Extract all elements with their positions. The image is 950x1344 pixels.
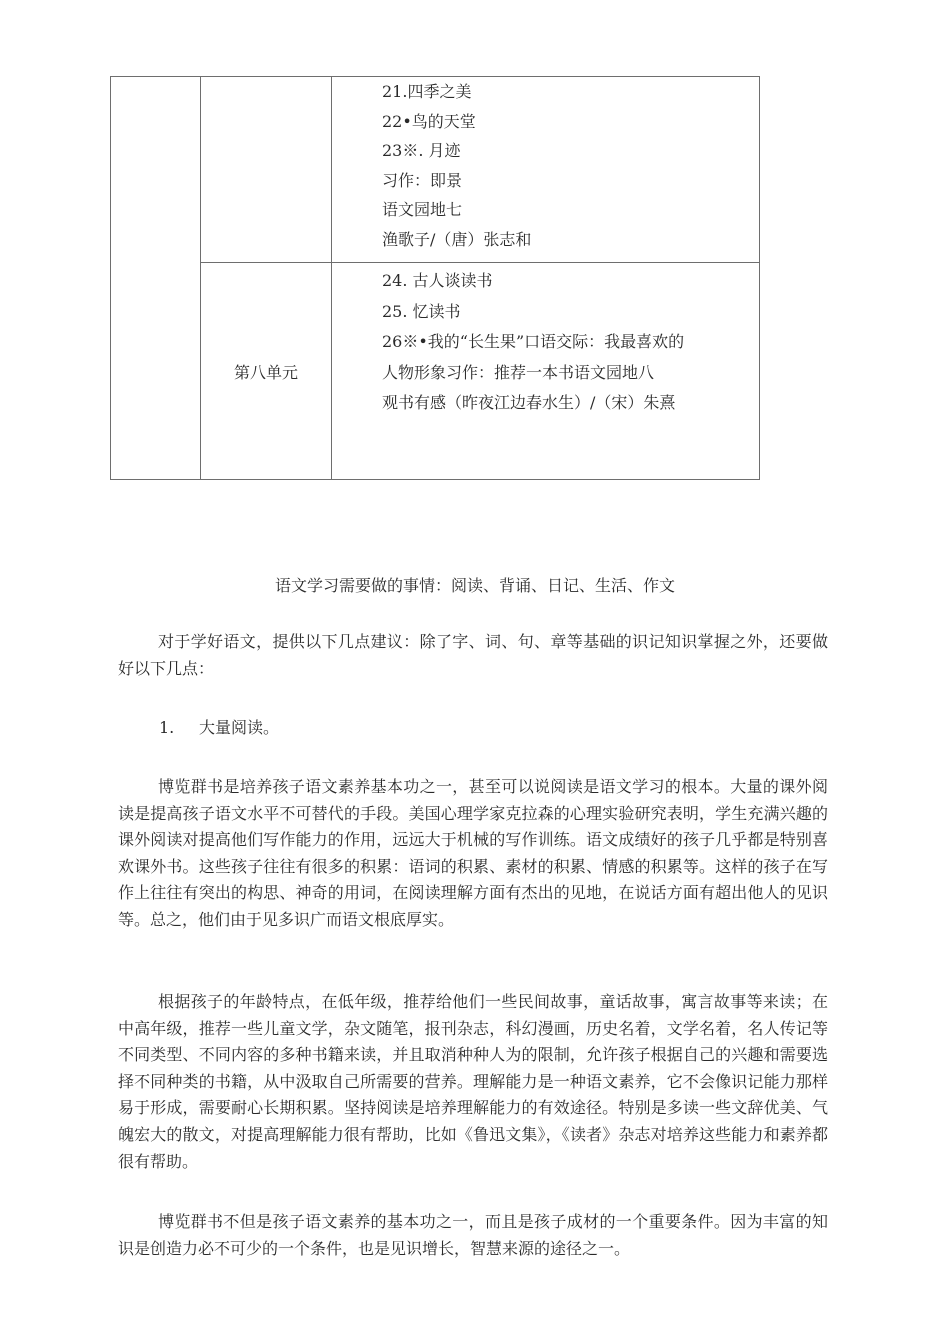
lesson-item: 观书有感（昨夜江边春水生）/（宋）朱熹 xyxy=(382,393,676,412)
lesson-item: 24. 古人谈读书 xyxy=(382,271,493,290)
unit-label: 第八单元 xyxy=(201,263,332,480)
table-row xyxy=(111,77,760,263)
lesson-item: 语文园地七 xyxy=(382,200,463,220)
lesson-item: 习作：即景 xyxy=(382,170,463,190)
lesson-item: 人物形象习作：推荐一本书语文园地八 xyxy=(382,362,655,382)
lesson-item: 21.四季之美 xyxy=(382,82,472,101)
list-number: 1. xyxy=(159,718,175,737)
section-title: 语文学习需要做的事情：阅读、背诵、日记、生活、作文 xyxy=(274,576,675,595)
lesson-item: 22•鸟的天堂 xyxy=(382,111,476,131)
table-row xyxy=(111,263,760,480)
body-paragraph: 博览群书是培养孩子语文素养基本功之一，甚至可以说阅读是语文学习的根本。大量的课外阅读是提高孩子语文水平不可替代的手段。美国心理学家克拉森的心理实验研究表明，学生充满兴趣的课外阅读对提高他们写作能力的作用，远远大于机械的写作训练。语文成绩好的孩子几乎都是特别喜欢课外书。这些孩子往往有很多的积累：语词的积累、素材的积累、情感的积累等。这样的孩子在写作上往往有突出的构思、神奇的用词，在阅读理解方面有杰出的见地，在说话方面有超出他人的见识等。总之，他们由于见多识广而语文根底厚实。 xyxy=(118,777,828,929)
lesson-item: 23※. 月迹 xyxy=(382,141,461,161)
table-cell-grade xyxy=(111,77,201,480)
lesson-item: 26※•我的“长生果”口语交际：我最喜欢的 xyxy=(382,332,685,351)
table-cell-unit8-lessons xyxy=(332,263,760,480)
curriculum-table xyxy=(110,76,760,480)
table-cell-unit7-lessons xyxy=(332,77,760,263)
intro-paragraph: 对于学好语文，提供以下几点建议：除了字、词、句、章等基础的识记知识掌握之外，还要做好以下几点： xyxy=(118,632,828,678)
body-paragraph: 博览群书不但是孩子语文素养的基本功之一，而且是孩子成材的一个重要条件。因为丰富的知识是创造力必不可少的一个条件，也是见识增长，智慧来源的途径之一。 xyxy=(118,1212,828,1258)
lesson-item: 渔歌子/（唐）张志和 xyxy=(382,229,532,249)
list-item xyxy=(159,715,279,738)
lesson-item: 25. 忆读书 xyxy=(382,301,461,321)
list-text: 大量阅读。 xyxy=(199,718,280,737)
table-cell-unit7 xyxy=(201,77,332,263)
body-paragraph: 根据孩子的年龄特点，在低年级，推荐给他们一些民间故事，童话故事，寓言故事等来读；在中高年级，推荐一些儿童文学，杂文随笔，报刊杂志，科幻漫画，历史名着，文学名着，名人传记等不同类型、不同内容的多种书籍来读，并且取消种种人为的限制，允许孩子根据自己的兴趣和需要选择不同种类的书籍，从中汲取自己所需要的营养。理解能力是一种语文素养，它不会像识记能力那样易于形成，需要耐心长期积累。坚持阅读是培养理解能力的有效途径。特别是多读一些文辞优美、气魄宏大的散文，对提高理解能力很有帮助，比如《鲁迅文集》，《读者》杂志对培养这些能力和素养都很有帮助。 xyxy=(118,992,828,1171)
